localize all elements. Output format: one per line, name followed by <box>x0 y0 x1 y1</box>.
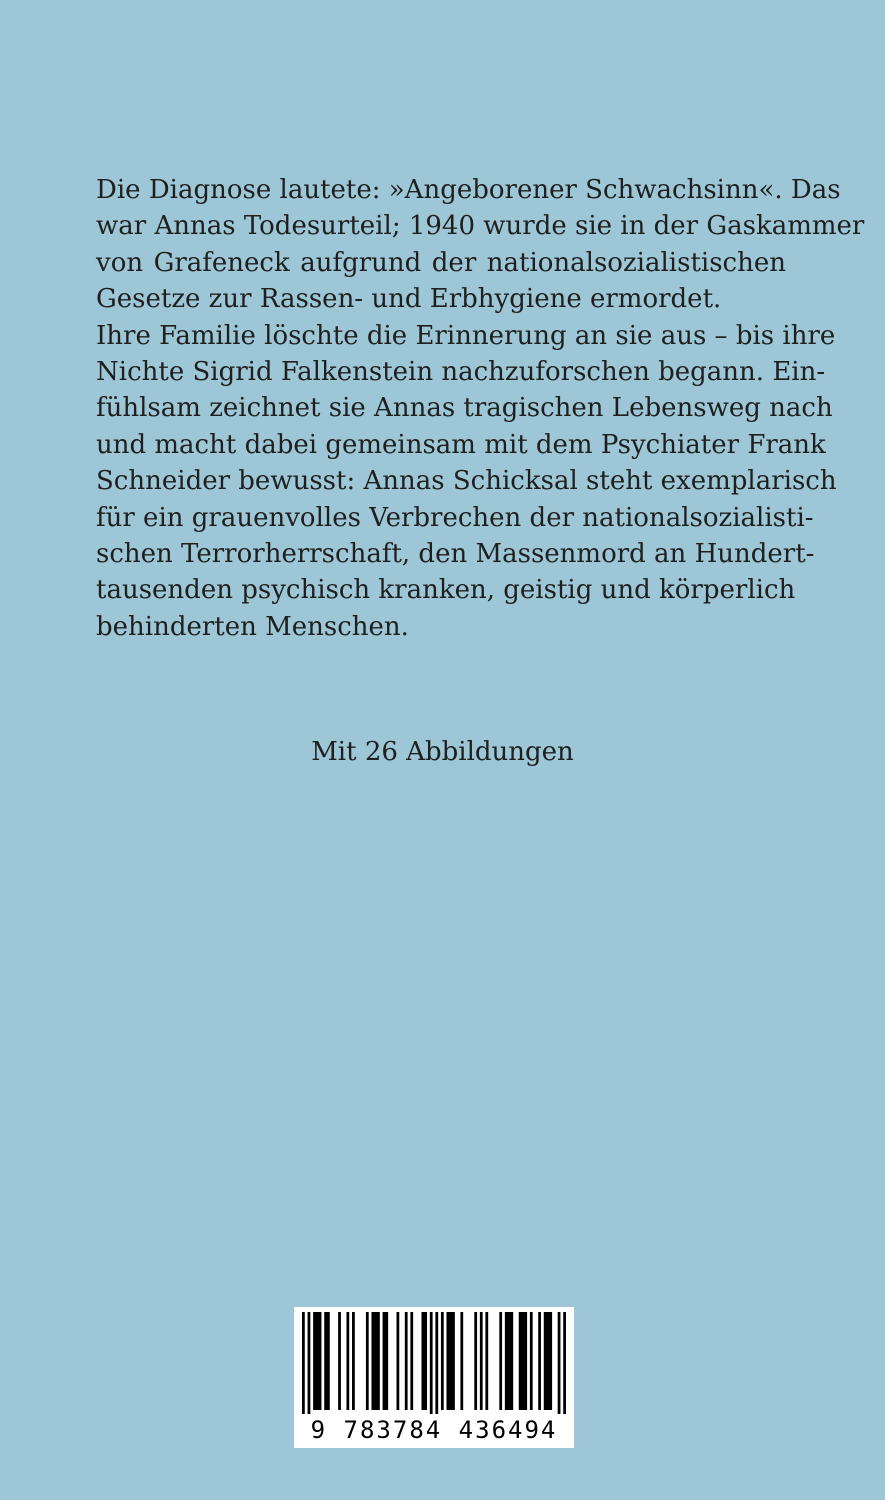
blurb-line: und macht dabei gemeinsam mit dem Psychiater Frank <box>96 429 826 460</box>
barcode-bar <box>366 1312 369 1410</box>
barcode-bar <box>410 1312 413 1410</box>
illustrations-note: Mit 26 Abbildungen <box>311 737 574 767</box>
barcode-bar <box>405 1312 408 1410</box>
barcode-bar <box>346 1312 349 1410</box>
barcode-guard-bar <box>430 1312 433 1414</box>
barcode-bar <box>505 1312 513 1410</box>
blurb-line: Die Diagnose lautete: »Angeborener Schwachsinn«. Das <box>96 175 841 205</box>
barcode-guard-bar <box>302 1312 305 1414</box>
barcode-guard-bar <box>558 1312 561 1414</box>
blurb-line: von Grafeneck aufgrund der nationalsozialistischen <box>96 247 786 278</box>
barcode-bars <box>302 1312 566 1414</box>
blurb-line: schen Terrorherrschaft, den Massenmord an Hundert- <box>96 539 815 570</box>
blurb-line: war Annas Todesurteil; 1940 wurde sie in der Gaskammer <box>96 211 865 242</box>
barcode-bar <box>383 1312 389 1410</box>
blurb-line: Nichte Sigrid Falkenstein nachzuforschen begann. Ein- <box>96 357 826 388</box>
barcode-bar <box>396 1312 399 1410</box>
barcode-bar <box>441 1312 444 1410</box>
barcode-bar <box>352 1312 355 1410</box>
barcode-bar <box>530 1312 533 1410</box>
blurb-line: fühlsam zeichnet sie Annas tragischen Lebensweg nach <box>96 393 833 424</box>
isbn-barcode <box>294 1307 574 1448</box>
barcode-guard-bar <box>563 1312 566 1414</box>
blurb-line: tausenden psychisch kranken, geistig und körperlich <box>96 575 796 606</box>
barcode-bar <box>447 1312 455 1410</box>
barcode-bar <box>371 1312 379 1410</box>
barcode-bar <box>338 1312 341 1410</box>
barcode-guard-bar <box>435 1312 438 1414</box>
blurb-paragraph-2 <box>96 318 837 646</box>
blurb-line: behinderten Menschen. <box>96 611 409 642</box>
barcode-bar <box>324 1312 330 1410</box>
back-cover-blurb <box>96 172 865 645</box>
barcode-bar <box>485 1312 488 1410</box>
blurb-line: Gesetze zur Rassen- und Erbhygiene ermordet. <box>96 284 722 315</box>
isbn-digits: 9 783784 436494 <box>310 1416 558 1444</box>
blurb-line: Schneider bewusst: Annas Schicksal steht exemplarisch <box>96 466 837 497</box>
blurb-line: für ein grauenvolles Verbrechen der nationalsozialisti- <box>96 502 814 533</box>
blurb-line: Ihre Familie löschte die Erinnerung an sie aus – bis ihre <box>96 320 836 351</box>
barcode-bar <box>313 1312 321 1410</box>
barcode-bar <box>544 1312 552 1410</box>
barcode-bar <box>499 1312 502 1410</box>
barcode-bar <box>480 1312 483 1410</box>
barcode-bar <box>519 1312 527 1410</box>
barcode-bar <box>421 1312 427 1410</box>
blurb-paragraph-1 <box>96 172 865 318</box>
barcode-bar <box>474 1312 477 1410</box>
barcode-bar <box>538 1312 541 1410</box>
barcode-guard-bar <box>308 1312 311 1414</box>
barcode-bar <box>460 1312 463 1410</box>
